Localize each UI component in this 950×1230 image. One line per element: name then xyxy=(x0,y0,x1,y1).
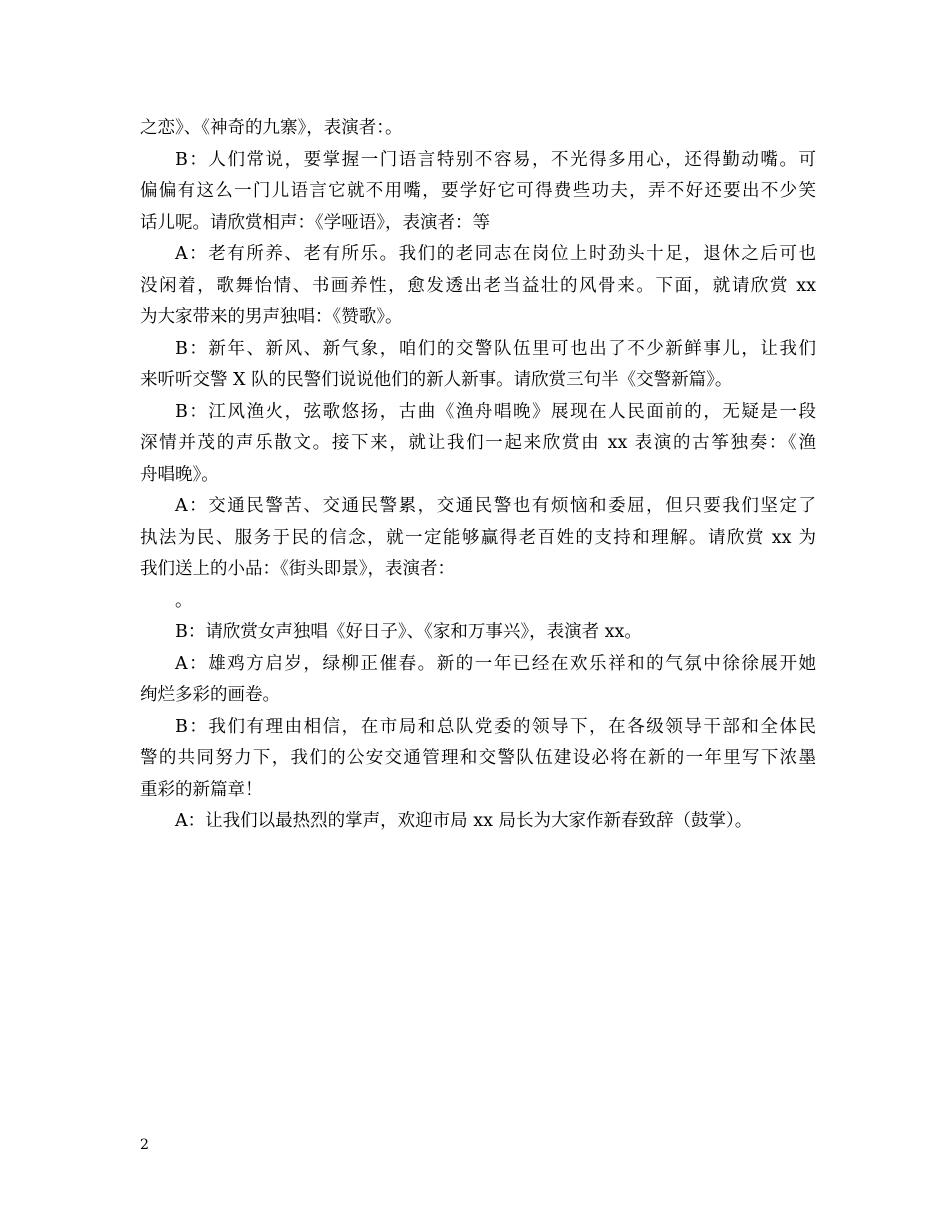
text-line: 执法为民、服务于民的信念，就一定能够赢得老百姓的支持和理解。请欣赏 xx 为 xyxy=(140,527,816,548)
text-line: 来听听交警 X 队的民警们说说他们的新人新事。请欣赏三句半《交警新篇》。 xyxy=(140,370,733,390)
text-line: A：老有所养、老有所乐。我们的老同志在岗位上时劲头十足，退休之后可也 xyxy=(175,244,816,264)
text-line: B：请欣赏女声独唱《好日子》、《家和万事兴》，表演者 xx。 xyxy=(175,622,642,642)
text-line: B：江风渔火，弦歌悠扬，古曲《渔舟唱晚》展现在人民面前的，无疑是一段 xyxy=(175,401,816,422)
text-line: 重彩的新篇章！ xyxy=(140,779,263,800)
text-line: 深情并茂的声乐散文。接下来，就让我们一起来欣赏由 xx 表演的古筝独奏：《渔 xyxy=(140,433,816,453)
text-line: 我们送上的小品：《街头即景》，表演者： xyxy=(140,559,455,579)
document-body xyxy=(140,113,816,838)
text-line: 。 xyxy=(175,590,193,611)
text-line: 偏偏有这么一门儿语言它就不用嘴，要学好它可得费些功夫，弄不好还要出不少笑 xyxy=(140,181,816,201)
text-line: B：我们有理由相信，在市局和总队党委的领导下，在各级领导干部和全体民 xyxy=(175,716,816,737)
text-line: B：人们常说，要掌握一门语言特别不容易，不光得多用心，还得勤动嘴。可 xyxy=(175,149,816,170)
text-line: 绚烂多彩的画卷。 xyxy=(140,685,280,705)
text-line: 为大家带来的男声独唱：《赞歌》。 xyxy=(140,307,403,327)
text-line: A：让我们以最热烈的掌声，欢迎市局 xx 局长为大家作新春致辞（鼓掌）。 xyxy=(175,811,753,831)
text-line: 警的共同努力下，我们的公安交通管理和交警队伍建设必将在新的一年里写下浓墨 xyxy=(140,748,816,768)
text-line: B：新年、新风、新气象，咱们的交警队伍里可也出了不少新鲜事儿，让我们 xyxy=(175,338,816,359)
text-line: 之恋》、《神奇的九寨》，表演者：。 xyxy=(140,118,403,138)
text-line: 话儿呢。请欣赏相声：《学哑语》，表演者：等 xyxy=(140,212,490,233)
text-line: A：交通民警苦、交通民警累，交通民警也有烦恼和委屈，但只要我们坚定了 xyxy=(175,496,816,516)
text-line: 没闲着，歌舞怡情、书画养性，愈发透出老当益壮的风骨来。下面，就请欣赏 xx xyxy=(140,275,816,296)
text-line: 舟唱晚》。 xyxy=(140,464,219,485)
page-number: 2 xyxy=(140,1137,149,1153)
text-line: A：雄鸡方启岁，绿柳正催春。新的一年已经在欢乐祥和的气氛中徐徐展开她 xyxy=(175,653,816,674)
